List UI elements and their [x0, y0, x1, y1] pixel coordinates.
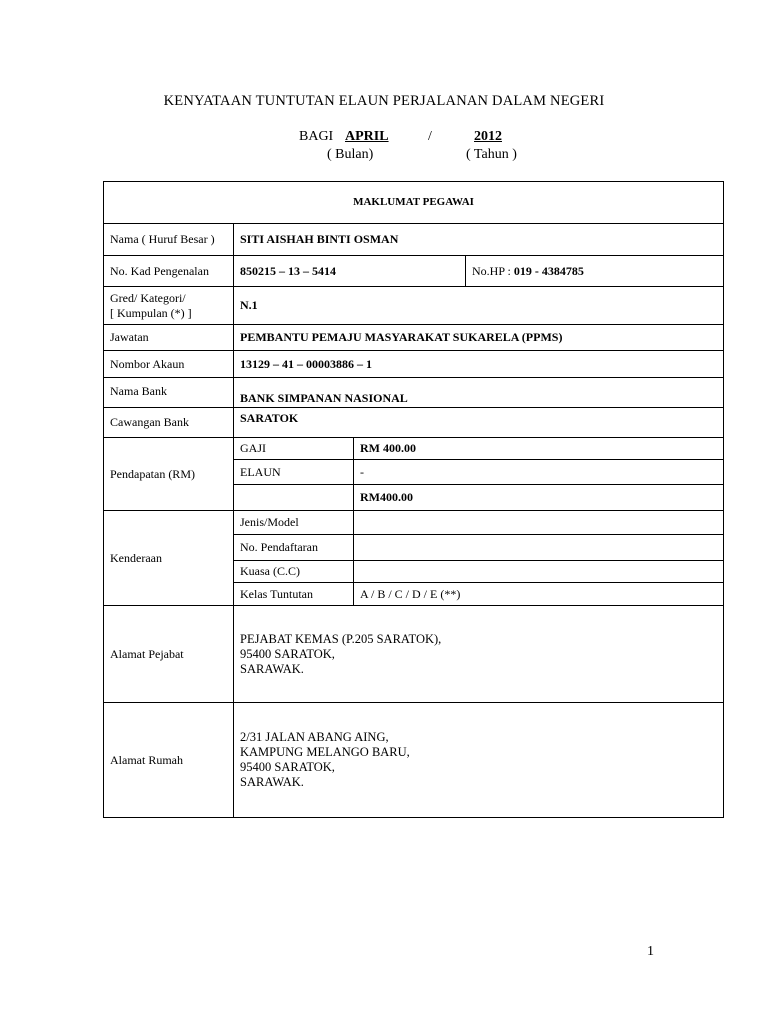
alamat-rumah-line: 2/31 JALAN ABANG AING,	[240, 730, 389, 744]
pendapatan-total-blank	[234, 485, 354, 511]
kuasa-value	[354, 561, 724, 583]
month-hint: ( Bulan)	[327, 147, 374, 162]
period-month: APRIL	[345, 129, 389, 144]
jenis-value	[354, 511, 724, 535]
jawatan-row	[104, 325, 724, 351]
akaun-label: Nombor Akaun	[104, 351, 234, 378]
alamat-pejabat-row	[104, 606, 724, 703]
cawangan-value: SARATOK	[234, 408, 724, 438]
kad-row	[104, 256, 724, 287]
jawatan-value: PEMBANTU PEMAJU MASYARAKAT SUKARELA (PPMS)	[234, 325, 724, 351]
alamat-rumah-value	[234, 703, 724, 818]
nama-label: Nama ( Huruf Besar )	[104, 224, 234, 256]
gaji-label: GAJI	[234, 438, 354, 460]
jenis-label: Jenis/Model	[234, 511, 354, 535]
alamat-pejabat-label: Alamat Pejabat	[104, 606, 234, 703]
year-hint: ( Tahun )	[466, 147, 517, 162]
gred-label-cell	[104, 287, 234, 325]
nama-value: SITI AISHAH BINTI OSMAN	[234, 224, 724, 256]
jawatan-label: Jawatan	[104, 325, 234, 351]
section-header-row	[104, 182, 724, 224]
daftar-label: No. Pendaftaran	[234, 535, 354, 561]
elaun-label: ELAUN	[234, 460, 354, 485]
gaji-value: RM 400.00	[354, 438, 724, 460]
bank-row	[104, 378, 724, 408]
section-header: MAKLUMAT PEGAWAI	[104, 182, 724, 224]
alamat-rumah-line: SARAWAK.	[240, 775, 304, 789]
alamat-rumah-label: Alamat Rumah	[104, 703, 234, 818]
akaun-row	[104, 351, 724, 378]
gred-value: N.1	[234, 287, 724, 325]
alamat-rumah-line: 95400 SARATOK,	[240, 760, 335, 774]
alamat-pejabat-value	[234, 606, 724, 703]
alamat-rumah-row	[104, 703, 724, 818]
hp-value: 019 - 4384785	[513, 263, 584, 278]
elaun-value: -	[354, 460, 724, 485]
pendapatan-label: Pendapatan (RM)	[104, 438, 234, 511]
gred-label-line-2: [ Kumpulan (*) ]	[110, 305, 192, 320]
bank-label: Nama Bank	[104, 378, 234, 408]
alamat-pejabat-line: 95400 SARATOK,	[240, 646, 335, 661]
kenderaan-label: Kenderaan	[104, 511, 234, 606]
period-year: 2012	[474, 129, 502, 144]
kelas-label: Kelas Tuntutan	[234, 583, 354, 606]
pendapatan-total-value: RM400.00	[354, 485, 724, 511]
gaji-row	[104, 438, 724, 460]
officer-info-table	[103, 181, 724, 818]
kuasa-label: Kuasa (C.C)	[234, 561, 354, 583]
gred-row	[104, 287, 724, 325]
period-prefix: BAGI	[299, 129, 334, 144]
nama-row	[104, 224, 724, 256]
period-separator: /	[428, 129, 432, 144]
kad-label: No. Kad Pengenalan	[104, 256, 234, 287]
alamat-rumah-line: KAMPUNG MELANGO BARU,	[240, 745, 410, 759]
bank-value: BANK SIMPANAN NASIONAL	[234, 378, 724, 408]
akaun-value: 13129 – 41 – 00003886 – 1	[234, 351, 724, 378]
document-title: KENYATAAN TUNTUTAN ELAUN PERJALANAN DALAM NEGERI	[163, 93, 605, 109]
hp-cell	[466, 256, 724, 287]
kad-value: 850215 – 13 – 5414	[234, 256, 466, 287]
cawangan-row	[104, 408, 724, 438]
cawangan-label: Cawangan Bank	[104, 408, 234, 438]
jenis-row	[104, 511, 724, 535]
kelas-value: A / B / C / D / E (**)	[354, 583, 724, 606]
alamat-pejabat-line: SARAWAK.	[240, 661, 304, 676]
page-number: 1	[647, 944, 654, 959]
alamat-pejabat-line: PEJABAT KEMAS (P.205 SARATOK),	[240, 631, 442, 646]
daftar-value	[354, 535, 724, 561]
hp-label: No.HP :	[472, 263, 511, 278]
gred-label-line-1: Gred/ Kategori/	[110, 290, 186, 305]
